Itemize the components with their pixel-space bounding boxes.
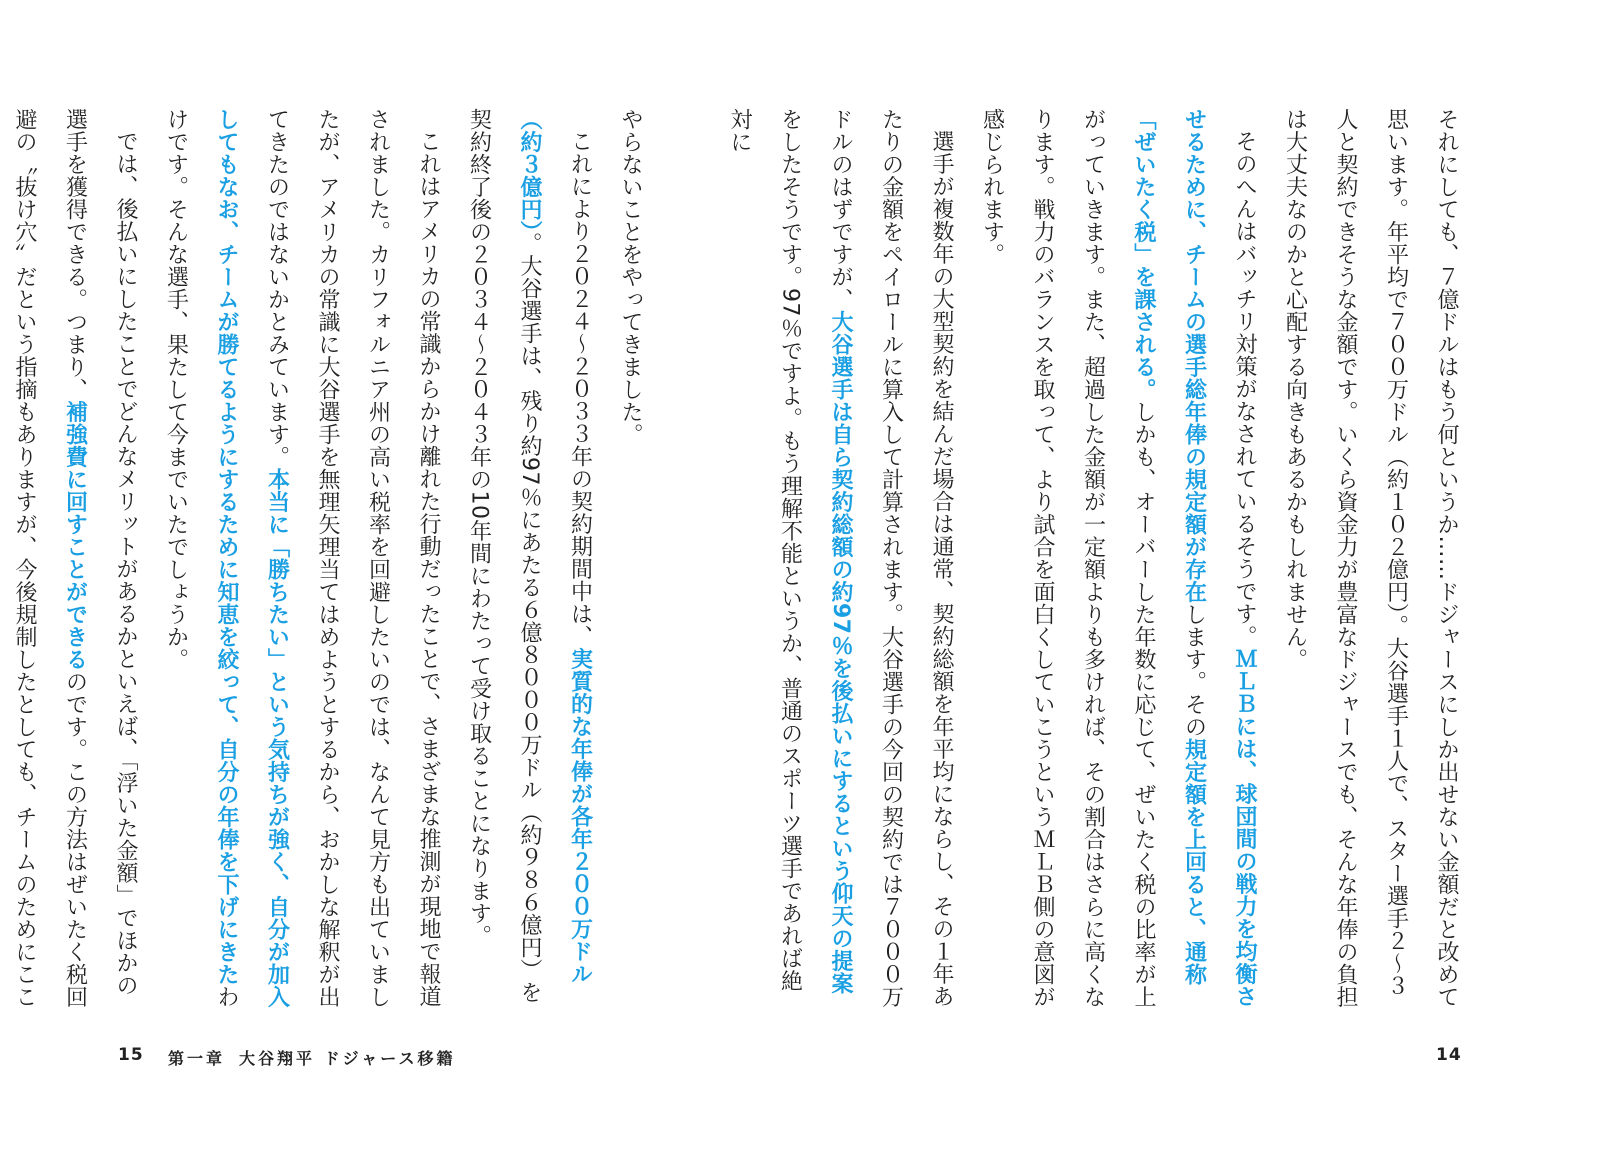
paragraph: では、後払いにしたことでどんなメリットがあるかといえば、「浮いた金額」でほかの選手を獲得できる。つまり、補強費に回すことができるのです。この方法はぜいたく税回避の〝抜け穴〟だという指摘もありますが、今後規制したとしても、チームのためにここ — [12, 108, 138, 1008]
highlight-text: 大谷選手は自ら契約総額の約97％を後払いにするという仰天の提案 — [828, 310, 853, 995]
page-number: 14 — [1436, 1045, 1462, 1065]
paragraph: 選手が複数年の大型契約を結んだ場合は通常、契約総額を年平均にならし、その１年あたりの金額をペイロールに算入して計算されます。大谷選手の今回の契約では７０００万ドルのはずですが、大谷選手は自ら契約総額の約97％を後払いにするという仰天の提案をしたそうです。97％ですよ。もう理解不能というか、普通のスポーツ選手であれば絶対に — [727, 108, 954, 1008]
highlight-text: 補強費に回すことができる — [62, 400, 88, 671]
left-page-body — [12, 108, 655, 1013]
right-page-body — [727, 108, 1471, 1013]
page-number: 15 — [118, 1045, 144, 1065]
running-head — [168, 1046, 455, 1069]
paragraph: そのへんはバッチリ対策がなされているそうです。ＭＬＢには、球団間の戦力を均衡させるために、チームの選手総年俸の規定額が存在します。その規定額を上回ると、通称「ぜいたく税」を課される。しかも、オーバーした年数に応じて、ぜいたく税の比率が上がっていきます。また、超過した金額が一定額よりも多ければ、その割合はさらに高くなります。戦力のバランスを取って、より試合を面白くしていこうというＭＬＢ側の意図が感じられます。 — [979, 108, 1257, 1008]
highlight-text: ＭＬＢには、球団間の戦力を均衡させるために、チームの選手総年俸の規定額が存在 — [1181, 108, 1257, 1008]
paragraph: これにより２０２４〜２０３３年の契約期間中は、実質的な年俸が各年２００万ドル（約３億円）。大谷選手は、残り約97％にあたる６億８０００万ドル（約９８６億円）を契約終了後の２０３４〜２０４３年の10年間にわたって受け取ることになります。 — [466, 108, 593, 1004]
chapter-title: 大谷翔平 ドジャース移籍 — [239, 1049, 456, 1068]
highlight-text: 実質的な年俸が各年２００万ドル（約３億円） — [517, 108, 593, 985]
highlight-text: 規定額を上回ると、通称「ぜいたく税」を課される。 — [1131, 108, 1207, 986]
highlight-text: 本当に「勝ちたい」という気持ちが強く、自分が加入してもなお、チームが勝てるようにするために知恵を絞って、自分の年俸を下げにきた — [214, 108, 290, 1008]
right-page — [727, 0, 1600, 1175]
paragraph: それにしても、７億ドルはもう何というか……ドジャースにしか出せない金額だと改めて思います。年平均で７００万ドル（約１０２億円）。大谷選手１人で、スター選手２〜３人と契約できそうな金額です。いくら資金力が豊富なドジャースでも、そんな年俸の負担は大丈夫なのかと心配する向きもあるかもしれません。 — [1282, 108, 1459, 1008]
chapter-label: 第一章 — [168, 1049, 226, 1068]
paragraph: やらないことをやってきました。 — [618, 108, 643, 446]
paragraph: これはアメリカの常識からかけ離れた行動だったことで、さまざまな推測が現地で報道されました。カリフォルニア州の高い税率を回避したいのでは、なんて見方も出ていましたが、アメリカの常識に大谷選手を無理矢理当てはめようとするから、おかしな解釈が出てきたのではないかとみています。本当に「勝ちたい」という気持ちが強く、自分が加入してもなお、チームが勝てるようにするために知恵を絞って、自分の年俸を下げにきたわけです。そんな選手、果たして今までいたでしょうか。 — [163, 108, 441, 1008]
